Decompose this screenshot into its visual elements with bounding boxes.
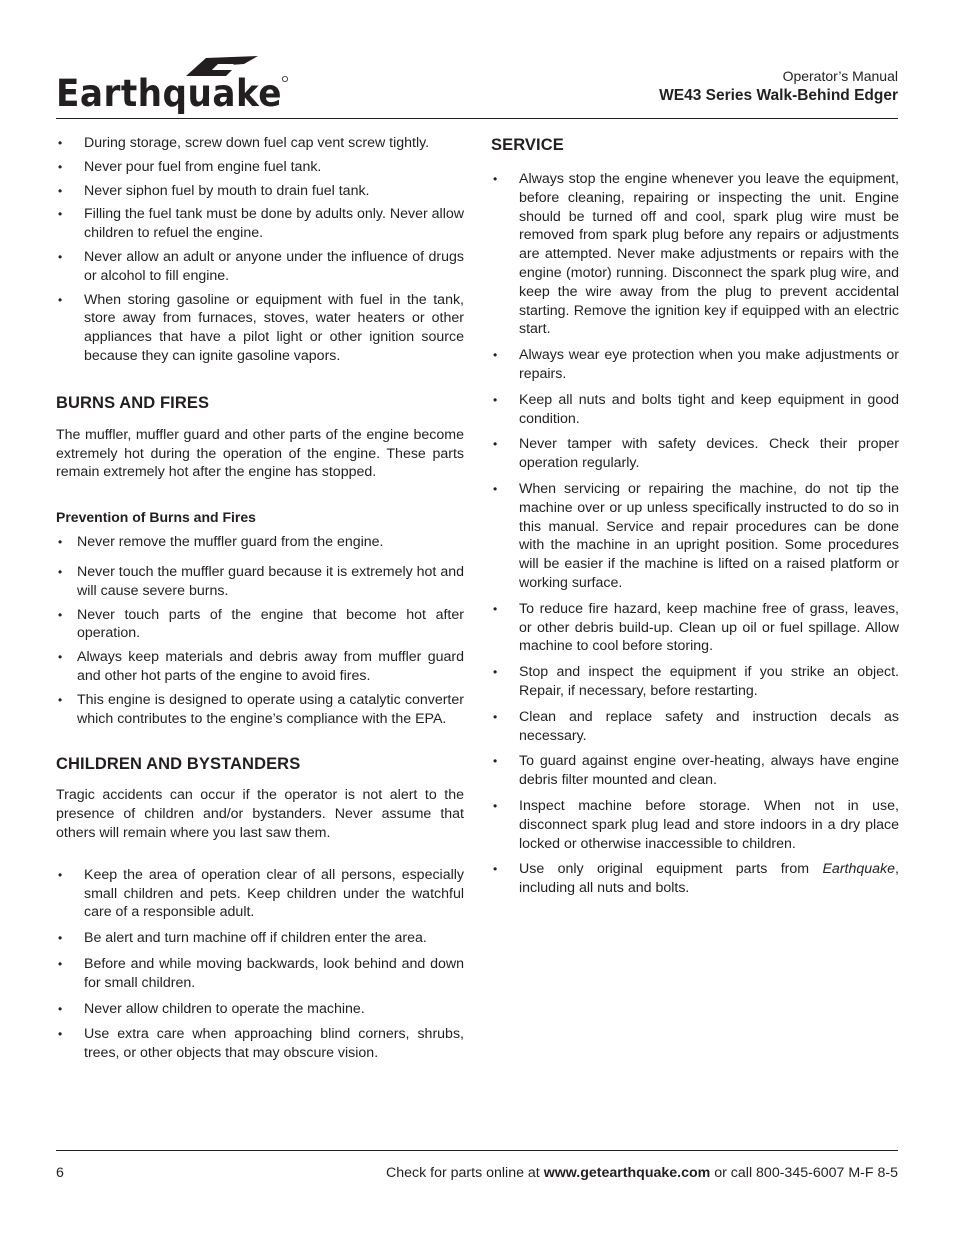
list-item: • Always keep materials and debris away from muffler guard and other hot parts of the engine to avoid fires. — [56, 648, 464, 686]
children-safety-list — [56, 866, 464, 1063]
footer-divider — [56, 1150, 898, 1151]
earthquake-logo — [56, 54, 291, 114]
footer-text: or call 800-345-6007 M-F 8-5 — [710, 1165, 898, 1181]
list-item: • Before and while moving backwards, look behind and down for small children. — [56, 955, 464, 993]
list-item: • Use extra care when approaching blind corners, shrubs, trees, or other objects that may obscure vision. — [56, 1025, 464, 1063]
brand-name: Earthquake — [822, 861, 896, 878]
list-item — [491, 860, 899, 898]
svg-text:Earthquake: Earthquake — [56, 72, 282, 114]
manual-label: Operator’s Manual — [782, 68, 898, 84]
service-heading: SERVICE — [491, 136, 564, 154]
website-link[interactable]: www.getearthquake.com — [543, 1165, 711, 1181]
list-item-text: , including all nuts and bolts. — [519, 861, 899, 897]
list-item: • To reduce fire hazard, keep machine free of grass, leaves, or other debris build-up. Clean up oil or fuel spillage. Allow machine to cool before storing. — [491, 600, 899, 656]
header-divider — [56, 118, 898, 119]
list-item: • When storing gasoline or equipment with fuel in the tank, store away from furnaces, stoves, water heaters or other appliances that have a pilot light or other ignition source because they can ignite gasoline vapors. — [56, 291, 464, 366]
list-item: • Be alert and turn machine off if children enter the area. — [56, 929, 464, 948]
burns-paragraph: The muffler, muffler guard and other parts of the engine become extremely hot during the operation of the engine. These parts remain extremely hot after the engine has stopped. — [56, 426, 464, 481]
list-item: • Stop and inspect the equipment if you strike an object. Repair, if necessary, before restarting. — [491, 663, 899, 701]
list-item: • During storage, screw down fuel cap vent screw tightly. — [56, 134, 464, 153]
list-item: • To guard against engine over-heating, always have engine debris filter mounted and clean. — [491, 752, 899, 790]
list-item: • Never remove the muffler guard from the engine. — [56, 533, 464, 552]
list-item: • Always stop the engine whenever you leave the equipment, before cleaning, repairing or inspecting the unit. Engine should be turned off and cool, spark plug wire must be removed from spark plug before any repairs or adjustments are attempted. Never make adjustments or repairs with the engine (motor) running. Disconnect the spark plug wire, and keep the wire away from the plug to prevent accidental starting. Remove the ignition key if equipped with an electric start. — [491, 170, 899, 339]
list-item: • Never siphon fuel by mouth to drain fuel tank. — [56, 182, 464, 201]
list-item: • Clean and replace safety and instruction decals as necessary. — [491, 708, 899, 746]
list-item-text: Use only original equipment parts from — [519, 861, 823, 878]
series-title: WE43 Series Walk-Behind Edger — [659, 87, 898, 104]
footer-text: Check for parts online at — [385, 1165, 544, 1181]
service-list — [491, 170, 899, 898]
prevention-subheading: Prevention of Burns and Fires — [56, 509, 256, 526]
page-number: 6 — [56, 1165, 64, 1181]
list-item: • Never pour fuel from engine fuel tank. — [56, 158, 464, 177]
children-heading: CHILDREN AND BYSTANDERS — [56, 755, 301, 774]
list-item: • This engine is designed to operate using a catalytic converter which contributes to the engine’s compliance with the EPA. — [56, 691, 464, 729]
fuel-safety-list — [56, 134, 464, 366]
children-paragraph: Tragic accidents can occur if the operator is not alert to the presence of children and/or bystanders. Never assume that others will remain where you last saw them. — [56, 787, 464, 841]
footer-contact — [386, 1163, 898, 1183]
list-item: • Never tamper with safety devices. Check their proper operation regularly. — [491, 435, 899, 473]
header-titles — [659, 67, 898, 107]
list-item: • Keep all nuts and bolts tight and keep equipment in good condition. — [491, 391, 899, 429]
list-item: • Never allow children to operate the machine. — [56, 1000, 464, 1019]
list-item: • Inspect machine before storage. When not in use, disconnect spark plug lead and store indoors in a dry place locked or otherwise inaccessible to children. — [491, 797, 899, 853]
list-item: • When servicing or repairing the machine, do not tip the machine over or up unless specifically instructed to do so in this manual. Service and repair procedures can be done with the machine in an upright position. Some procedures will be easier if the machine is lifted on a raised platform or working surface. — [491, 480, 899, 593]
burns-heading: BURNS AND FIRES — [56, 393, 210, 412]
list-item: • Never allow an adult or anyone under the influence of drugs or alcohol to fill engine. — [56, 248, 464, 286]
right-column — [491, 134, 899, 903]
left-column — [56, 134, 464, 1068]
list-item: • Filling the fuel tank must be done by adults only. Never allow children to refuel the engine. — [56, 205, 464, 243]
list-item: • Never touch parts of the engine that become hot after operation. — [56, 606, 464, 644]
list-item: • Always wear eye protection when you make adjustments or repairs. — [491, 346, 899, 384]
list-item: • Never touch the muffler guard because it is extremely hot and will cause severe burns. — [56, 563, 464, 601]
list-item: • Keep the area of operation clear of all persons, especially small children and pets. Keep children under the watchful care of a responsible adult. — [56, 866, 464, 922]
page-header — [56, 50, 898, 118]
burns-prevention-list — [56, 533, 464, 728]
